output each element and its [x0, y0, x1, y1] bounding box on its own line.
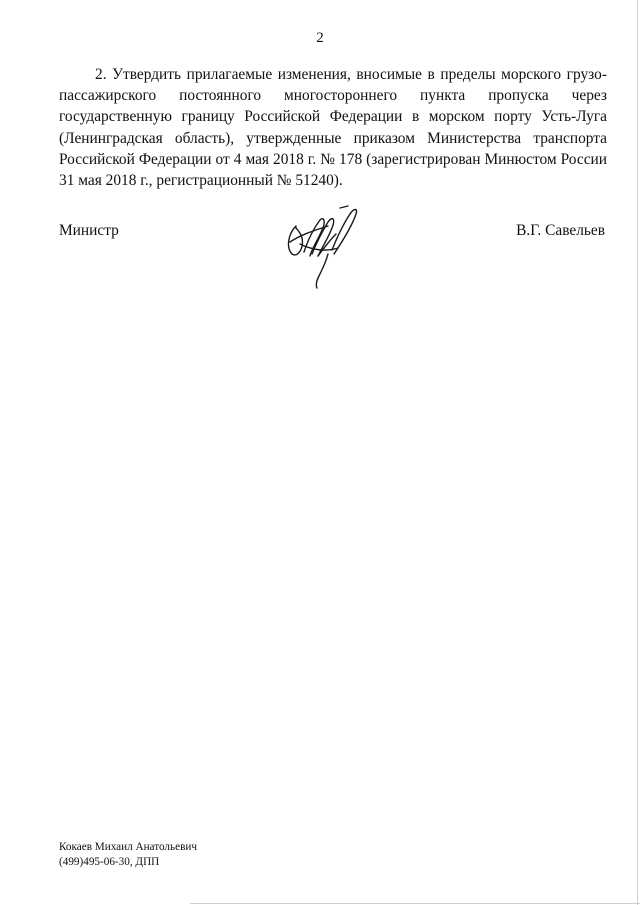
scan-edge-bottom — [190, 903, 640, 904]
paragraph-line: пассажирского постоянного многостороннего пункта пропуска через — [59, 87, 607, 105]
handwritten-signature-icon — [282, 204, 368, 292]
position-title: Министр — [59, 222, 119, 239]
paragraph-line: государственную границу Российской Федерации в морском порту Усть-Луга — [59, 108, 607, 126]
executor-name: Кокаев Михаил Анатольевич — [59, 841, 197, 853]
executor-contact: (499)495-06-30, ДПП — [59, 855, 160, 868]
paragraph-line: 31 мая 2018 г., регистрационный № 51240). — [59, 172, 343, 190]
main-paragraph — [59, 64, 607, 191]
executor-footer — [59, 840, 197, 869]
paragraph-line: Российской Федерации от 4 мая 2018 г. № 178 (зарегистрирован Минюстом России — [59, 150, 607, 168]
scan-edge-right — [637, 0, 638, 905]
page-number: 2 — [316, 30, 324, 46]
paragraph-line: 2. Утвердить прилагаемые изменения, вносимые в пределы морского грузо- — [95, 66, 607, 83]
signer-name: В.Г. Савельев — [516, 222, 605, 239]
paragraph-line: (Ленинградская область), утвержденные приказом Министерства транспорта — [59, 129, 607, 147]
